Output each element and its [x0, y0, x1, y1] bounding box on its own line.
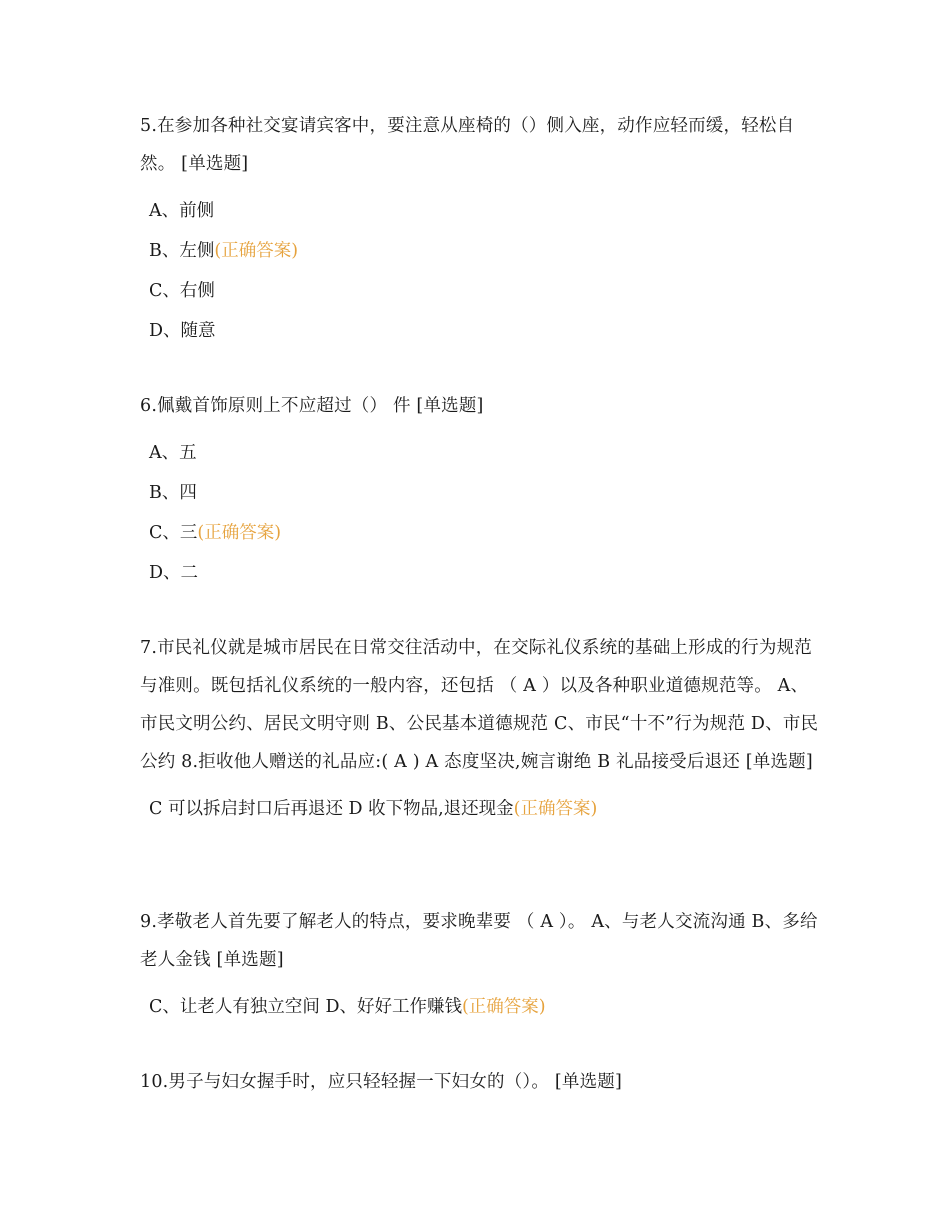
correct-answer-mark: (正确答案): [513, 799, 598, 819]
question-6: [140, 387, 820, 593]
question-7: [140, 629, 820, 829]
option-b: B、四: [149, 483, 197, 503]
option-d: D、二: [149, 563, 199, 583]
option-cd: C 可以拆启封口后再退还 D 收下物品,退还现金(正确答案): [149, 799, 598, 819]
question-text: 7.市民礼仪就是城市居民在日常交往活动中，在交际礼仪系统的基础上形成的行为规范与准则。既包括礼仪系统的一般内容，还包括 （ A ）以及各种职业道德规范等。 A、市民文明公约、居民文明守则 B、公民基本道德规范 C、市民“十不”行为规范 D、市民公约 8.拒收他人赠送的礼品应:( A ) A 态度坚决,婉言谢绝 B 礼品接受后退还 [单选题]: [140, 638, 819, 772]
option-b: B、左侧(正确答案): [149, 241, 299, 261]
option-c: C、三(正确答案): [149, 523, 282, 543]
question-10: [140, 1063, 820, 1101]
option-c: C、右侧: [149, 281, 215, 301]
question-text: 5.在参加各种社交宴请宾客中，要注意从座椅的（）侧入座，动作应轻而缓，轻松自然。 [单选题]: [140, 116, 795, 174]
option-cd: C、让老人有独立空间 D、好好工作赚钱(正确答案): [149, 997, 546, 1017]
question-text: 6.佩戴首饰原则上不应超过（） 件 [单选题]: [140, 396, 484, 416]
option-d: D、随意: [149, 321, 216, 341]
correct-answer-mark: (正确答案): [461, 997, 546, 1017]
question-text: 9.孝敬老人首先要了解老人的特点，要求晚辈要 （ A ）。 A、与老人交流沟通 B、多给老人金钱 [单选题]: [140, 912, 818, 970]
question-5: [140, 107, 820, 351]
option-a: A、前侧: [149, 201, 215, 221]
question-9: [140, 903, 820, 1027]
correct-answer-mark: (正确答案): [197, 523, 282, 543]
question-text: 10.男子与妇女握手时，应只轻轻握一下妇女的（）。 [单选题]: [140, 1072, 622, 1092]
option-a: A、五: [149, 443, 197, 463]
correct-answer-mark: (正确答案): [214, 241, 299, 261]
